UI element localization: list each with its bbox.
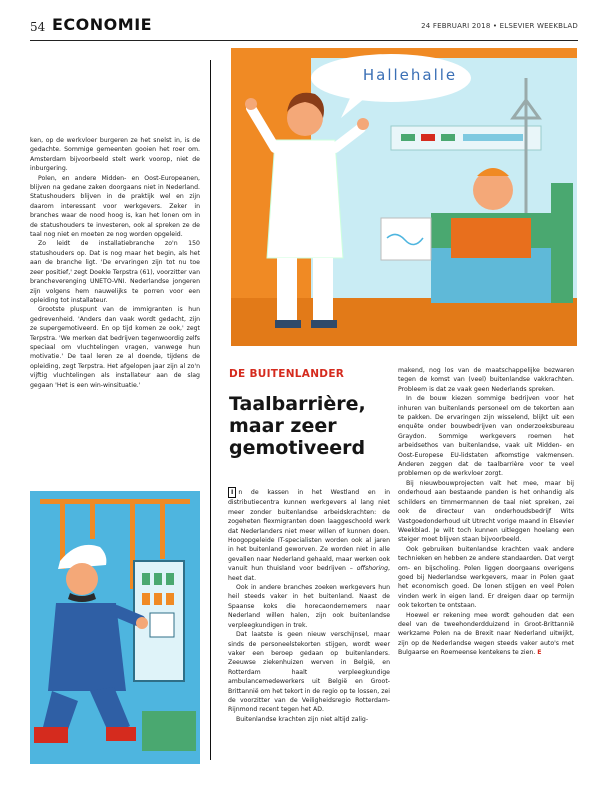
paragraph: Polen, en andere Midden- en Oost-Europeanen, blijven na gedane zaken doorgaans niet in Nederland. Statushouders blijven in de praktijk wel en zijn daarom interessant voor werkgevers. Zeker in branches waar de nood hoog is, kan het lonen om in de statushouders te investeren, ook al spreken ze de taal nog niet en moeten ze nog worden opgeleid.: [30, 174, 200, 239]
speech-bubble-text: Hallehalle: [362, 66, 458, 84]
issue-date: 24 FEBRUARI 2018 • ELSEVIER WEEKBLAD: [421, 22, 578, 30]
header-rule: [30, 40, 578, 41]
article-headline: Taalbarrière, maar zeer gemotiveerd: [229, 393, 366, 459]
paragraph: Ook in andere branches zoeken werkgevers hun heil steeds vaker in het buitenland. Naast de Spaanse koks die horecaondernemers naar Nederland willen halen, zijn ook buitenlandse verpleegkundigen in trek.: [228, 584, 390, 629]
paragraph-text: n de kassen in het Westland en in distributiecentra kunnen werkgevers al lang niet meer zonder buitenlandse arbeidskrachten: de zogeheten flexmigranten doen laaggeschoold werk dat Nederlanders niet meer willen of kunnen doen. Hoogopgeleide IT-specialisten worden ook al jaren in het buitenland geworven. Ze worden niet in alle gevallen naar Nederland gehaald, maar werken ook vanuit hun thuisland voor bedrijven –: [228, 489, 390, 573]
page-number: 54: [30, 20, 46, 34]
middle-column-text: [228, 487, 390, 724]
right-column-text: [398, 366, 574, 658]
paragraph: Dat laatste is geen nieuw verschijnsel, maar sinds de personeelstekorten stijgen, wordt weer vaker een beroep gedaan op buitenlanders. Zeeuwse ziekenhuizen werven in België, en Rotterdam haalt verpleegkundige ambulancemedewerkers uit België en Groot-Brittannië om het tekort in de regio op te lossen, zei de voorzitter van de Veiligheidsregio Rotterdam-Rijnmond recent tegen het AD.: [228, 631, 390, 714]
column-rule: [210, 60, 211, 760]
paragraph: Buitenlandse krachten zijn niet altijd zalig-: [236, 715, 369, 723]
left-column-text: [30, 136, 200, 390]
paragraph: [398, 611, 574, 658]
paragraph-text: , heet dat.: [228, 565, 390, 582]
paragraph: Zo leidt de installatiebranche zo'n 150 statushouders op. Dat is nog maar het begin, als het aan de branche ligt. 'De ervaringen zijn tot nu toe zeer positief,' zegt Doekle Terpstra (61), voorzitter van brancheverenging UNETO-VNI. Nederlandse jongeren zijn volgens hem nauwelijks te porren voor een opleiding tot installateur.: [30, 240, 200, 304]
paragraph: ken, op de werkvloer burgeren ze het snelst in, is de gedachte. Sommige gemeenten gooien het roer om. Amsterdam bijvoorbeeld stelt werk voorop, niet de inburgering.: [30, 137, 200, 173]
paragraph: In de bouw kiezen sommige bedrijven voor het inhuren van buitenlands personeel om de tekorten aan te pakken. De ervaringen zijn wisselend, blijkt uit een enquête onder bouwbedrijven van onderzoeksbureau Graydon. Sommige werkgevers roemen het arbeidsethos van buitenlandse, vaak uit Midden- en Oost-Europese EU-lidstaten afkomstige vakmensen. Anderen zeggen dat de taalbarrière voor te veel problemen op de werkvloer zorgt.: [398, 395, 574, 478]
paragraph-text: Hoewel er rekening mee wordt gehouden dat een deel van de tweehonderdduizend in Groot-Brittannië werkzame Polen na de Brexit naar Nederland uitwijkt, zijn op de Nederlandse wegen steeds vaker auto's met Bulgaarse en Roemeense kentekens te zien.: [398, 611, 574, 657]
section-name: ECONOMIE: [52, 15, 153, 34]
paragraph: Ook gebruiken buitenlandse krachten vaak andere technieken en hebben ze andere standaarden. Dat vergt om- en bijscholing. Polen liggen doorgaans overigens goed bij Nederlandse werkgevers, maar in Polen gaat het economisch goed. De lonen stijgen en veel Polen vinden werk in eigen land. Er dreigen daar op termijn ook tekorten te ontstaan.: [398, 545, 574, 610]
electrician-illustration: [30, 491, 200, 764]
article-kicker: DE BUITENLANDER: [229, 368, 345, 380]
paragraph: Grootste pluspunt van de immigranten is hun gedrevenheid. 'Anders dan vaak wordt gedacht, zijn ze supergemotiveerd. En op tijd komen ze ook,' zegt Terpstra. 'We merken dat bedrijven tegenwoordig zelfs speciaal om vluchtelingen vragen, vanwege hun motivatie.' De taal leren ze al doende, tijdens de opleiding, zegt Terpstra. Het afgelopen jaar zijn al zo'n vijftig vluchtelingen als installateur aan de slag gegaan 'Het is een win-winsituatie.': [30, 306, 200, 389]
drop-cap: I: [228, 487, 236, 498]
end-mark: E: [537, 649, 542, 657]
nurse-patient-illustration: [231, 48, 577, 346]
page-header: [30, 14, 578, 40]
paragraph: Bij nieuwbouwprojecten valt het mee, maar bij onderhoud aan bestaande panden is het onhandig als schilders en timmermannen de taal niet spreken, zei ook de directeur van onderhoudsbedrijf Wits Vastgoedonderhoud uit Utrecht vorige maand in Elsevier Weekblad. Je wilt toch kunnen uitleggen hoelang een steiger moet blijven staan bijvoorbeeld.: [398, 479, 574, 544]
paragraph: makend, nog los van de maatschappelijke bezwaren tegen de komst van (veel) buitenlandse vakkrachten. Probleem is dat ze vaak geen Nederlands spreken.: [398, 367, 574, 393]
italic-term: offshoring: [356, 565, 389, 573]
paragraph: [228, 487, 390, 583]
